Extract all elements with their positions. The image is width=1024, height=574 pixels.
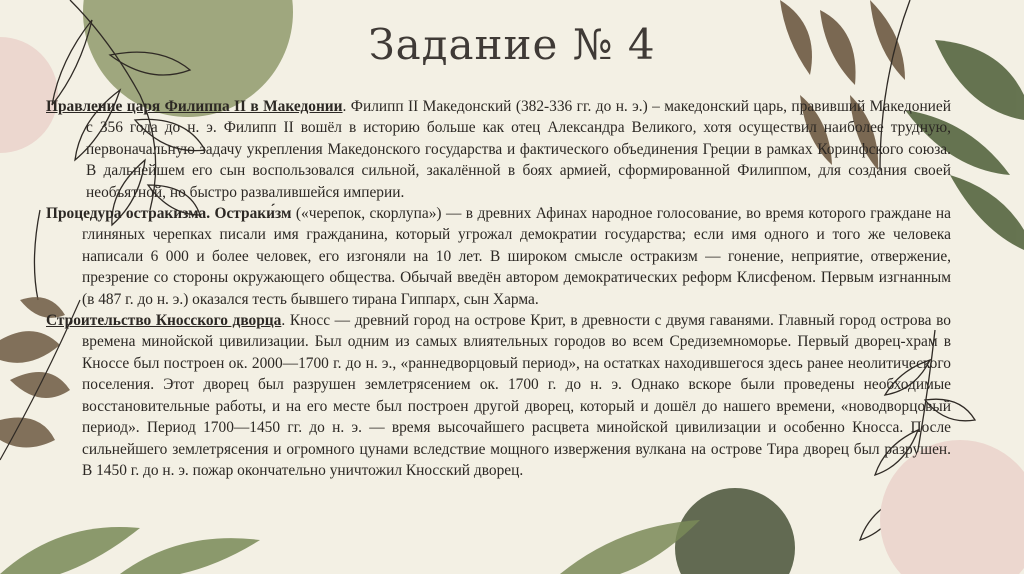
slide-body [46, 96, 951, 481]
paragraph-philip [46, 96, 951, 203]
paragraph-ostracism-heading: Процедура остракизма. Острaки́зм [46, 205, 292, 223]
paragraph-knossos [46, 310, 951, 481]
paragraph-knossos-text: . Кносс — древний город на острове Крит, в древности с двумя гаванями. Главный город острова во времена минойской цивилизации. Был одним из самых влиятельных городов во всем Средиземноморье. Первый дворец-храм в Кноссе был построен ок. 2000—1700 г. до н. э., «раннедворцовый период», на остатках находившегося здесь ранее неолитического поселения. Этот дворец был разрушен землетрясением ок. 1700 г. до н. э. Однако вскоре были проведены необходимые восстановительные работы, и на его месте был построен другой дворец, который и дошёл до нашего времени, «новодворцовый период». Период 1700—1450 гг. до н. э. — время высочайшего расцвета минойской цивилизации и особенно Кносса. После сильнейшего землетрясения и огромного цунами вследствие мощного извержения вулкана на острове Тира дворец был разрушен. В 1450 г. до н. э. пожар окончательно уничтожил Кносский дворец. [82, 312, 951, 479]
olive-circle-bottom-right [675, 488, 795, 574]
sage-leaves-bottom [0, 520, 700, 574]
paragraph-ostracism-text: («черепок, скорлупа») — в древних Афинах народное голосование, во время которого граждане на глиняных черепках писали имя гражданина, который угрожал демократии государства; если имя одного и того же человека написали 6 000 и более человек, его изгоняли на 10 лет. В широком смысле остракизм — гонение, неприятие, отвержение, презрение со стороны окружающего общества. Обычай введён автором демократических реформ Клисфеном. Первым изгнанным (в 487 г. до н. э.) оказался тесть бывшего тирана Гиппарх, сын Харма. [82, 205, 951, 308]
paragraph-ostracism [46, 203, 951, 310]
paragraph-philip-heading: Правление царя Филиппа II в Македонии [46, 98, 343, 115]
paragraph-philip-text: . Филипп II Македонский (382-336 гг. до н. э.) – македонский царь, правивший Македонией с 356 года до н. э. Филипп II вошёл в историю больше как отец Александра Великого, хотя осуществил наиболее трудную, первоначальную задачу укрепления Македонского государства и фактического объединения Греции в рамках Коринфского союза. В дальнейшем его сын воспользовался сильной, закалённой в боях армией, сформированной Филиппом, для создания своей необъятной, но быстро развалившейся империи. [86, 98, 951, 201]
paragraph-knossos-heading: Строительство Кносского дворца [46, 312, 282, 330]
slide-title: Задание № 4 [368, 20, 656, 69]
